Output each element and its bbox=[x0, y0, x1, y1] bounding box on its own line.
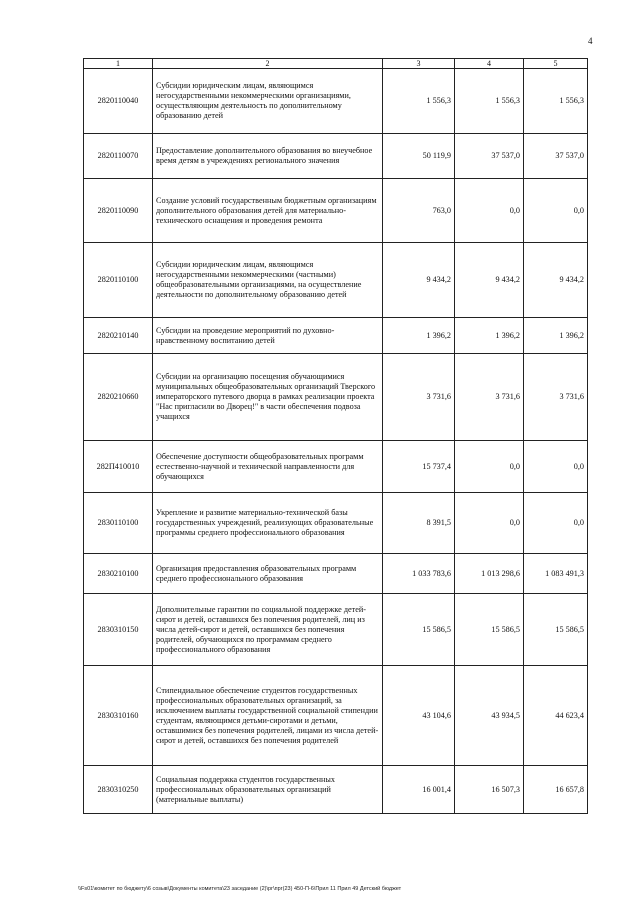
table-row bbox=[84, 554, 588, 594]
row-value-col3: 1 396,2 bbox=[383, 318, 455, 354]
file-path-footer: \\Fs01\комитет по бюджету\6 созыв\Документы комитета\23 заседание (2)\рг\прг(23) 450-П-6\Прил 11 Прил 49 Детский бюджет bbox=[78, 886, 402, 892]
row-value-col5: 1 083 491,3 bbox=[524, 554, 588, 594]
row-code: 2830210100 bbox=[84, 554, 153, 594]
table-row bbox=[84, 441, 588, 493]
table-row bbox=[84, 134, 588, 179]
table-row bbox=[84, 666, 588, 766]
row-description: Социальная поддержка студентов государственных профессиональных образовательных организаций (материальные выплаты) bbox=[153, 766, 383, 814]
row-value-col3: 9 434,2 bbox=[383, 243, 455, 318]
row-value-col5: 9 434,2 bbox=[524, 243, 588, 318]
row-description: Субсидии юридическим лицам, являющимся негосударственными некоммерческими (частными) общеобразовательными организациями, на осуществление деятельности по дополнительному образованию детей bbox=[153, 243, 383, 318]
row-value-col4: 1 013 298,6 bbox=[455, 554, 524, 594]
row-value-col5: 16 657,8 bbox=[524, 766, 588, 814]
row-description: Предоставление дополнительного образования во внеучебное время детям в учреждениях регионального значения bbox=[153, 134, 383, 179]
row-value-col3: 50 119,9 bbox=[383, 134, 455, 179]
row-value-col4: 16 507,3 bbox=[455, 766, 524, 814]
row-value-col5: 37 537,0 bbox=[524, 134, 588, 179]
row-description: Субсидии юридическим лицам, являющимся негосударственными некоммерческими организациями, осуществляющим деятельность по дополнительному образованию детей bbox=[153, 69, 383, 134]
row-code: 2820210660 bbox=[84, 354, 153, 441]
row-description: Субсидии на проведение мероприятий по духовно-нравственному воспитанию детей bbox=[153, 318, 383, 354]
row-code: 2830110100 bbox=[84, 493, 153, 554]
row-description: Организация предоставления образовательных программ среднего профессионального образования bbox=[153, 554, 383, 594]
row-value-col3: 15 737,4 bbox=[383, 441, 455, 493]
table-row bbox=[84, 354, 588, 441]
header-col-1: 1 bbox=[84, 59, 153, 69]
row-value-col3: 8 391,5 bbox=[383, 493, 455, 554]
row-value-col4: 0,0 bbox=[455, 441, 524, 493]
row-value-col3: 3 731,6 bbox=[383, 354, 455, 441]
row-code: 282П410010 bbox=[84, 441, 153, 493]
table-row bbox=[84, 766, 588, 814]
row-value-col3: 1 556,3 bbox=[383, 69, 455, 134]
row-value-col5: 0,0 bbox=[524, 493, 588, 554]
row-code: 2820110070 bbox=[84, 134, 153, 179]
row-code: 2820110100 bbox=[84, 243, 153, 318]
budget-table bbox=[83, 58, 588, 814]
row-value-col5: 1 396,2 bbox=[524, 318, 588, 354]
row-value-col5: 0,0 bbox=[524, 441, 588, 493]
header-col-2: 2 bbox=[153, 59, 383, 69]
row-value-col3: 16 001,4 bbox=[383, 766, 455, 814]
row-code: 2820110040 bbox=[84, 69, 153, 134]
row-code: 2830310150 bbox=[84, 594, 153, 666]
row-value-col3: 763,0 bbox=[383, 179, 455, 243]
row-value-col4: 3 731,6 bbox=[455, 354, 524, 441]
row-code: 2830310250 bbox=[84, 766, 153, 814]
row-code: 2820110090 bbox=[84, 179, 153, 243]
table-row bbox=[84, 69, 588, 134]
header-col-5: 5 bbox=[524, 59, 588, 69]
page-number: 4 bbox=[588, 36, 593, 46]
row-value-col5: 1 556,3 bbox=[524, 69, 588, 134]
row-value-col5: 3 731,6 bbox=[524, 354, 588, 441]
row-code: 2830310160 bbox=[84, 666, 153, 766]
row-value-col5: 15 586,5 bbox=[524, 594, 588, 666]
header-col-4: 4 bbox=[455, 59, 524, 69]
row-value-col4: 1 556,3 bbox=[455, 69, 524, 134]
table-row bbox=[84, 594, 588, 666]
row-description: Стипендиальное обеспечение студентов государственных профессиональных образовательных организаций, за исключением выплаты государственной социальной стипендии студентам, являющимся детьми-сиротами и детьми, оставшимися без попечения родителей, лицами из числа детей-сирот и детей, оставшихся без попечения родителей bbox=[153, 666, 383, 766]
row-value-col4: 37 537,0 bbox=[455, 134, 524, 179]
header-col-3: 3 bbox=[383, 59, 455, 69]
row-value-col3: 1 033 783,6 bbox=[383, 554, 455, 594]
row-description: Создание условий государственным бюджетным организациям дополнительного образования детей для материально-технического оснащения и проведения ремонта bbox=[153, 179, 383, 243]
row-value-col5: 44 623,4 bbox=[524, 666, 588, 766]
row-value-col4: 9 434,2 bbox=[455, 243, 524, 318]
table-row bbox=[84, 318, 588, 354]
table-row bbox=[84, 179, 588, 243]
row-value-col4: 15 586,5 bbox=[455, 594, 524, 666]
table-row bbox=[84, 493, 588, 554]
row-description: Дополнительные гарантии по социальной поддержке детей-сирот и детей, оставшихся без попечения родителей, лиц из числа детей-сирот и детей, оставшихся без попечения родителей, обучающихся по программам среднего профессионального образования bbox=[153, 594, 383, 666]
row-description: Укрепление и развитие материально-технической базы государственных учреждений, реализующих образовательные программы среднего профессионального образования bbox=[153, 493, 383, 554]
row-description: Обеспечение доступности общеобразовательных программ естественно-научной и технической направленности для обучающихся bbox=[153, 441, 383, 493]
row-code: 2820210140 bbox=[84, 318, 153, 354]
row-value-col3: 15 586,5 bbox=[383, 594, 455, 666]
row-description: Субсидии на организацию посещения обучающимися муниципальных общеобразовательных организаций Тверского императорского путевого дворца в рамках реализации проекта "Нас пригласили во Дворец!" в части обеспечения подвоза учащихся bbox=[153, 354, 383, 441]
row-value-col4: 1 396,2 bbox=[455, 318, 524, 354]
table-header-row bbox=[84, 59, 588, 69]
row-value-col5: 0,0 bbox=[524, 179, 588, 243]
table-row bbox=[84, 243, 588, 318]
row-value-col3: 43 104,6 bbox=[383, 666, 455, 766]
row-value-col4: 43 934,5 bbox=[455, 666, 524, 766]
row-value-col4: 0,0 bbox=[455, 179, 524, 243]
row-value-col4: 0,0 bbox=[455, 493, 524, 554]
